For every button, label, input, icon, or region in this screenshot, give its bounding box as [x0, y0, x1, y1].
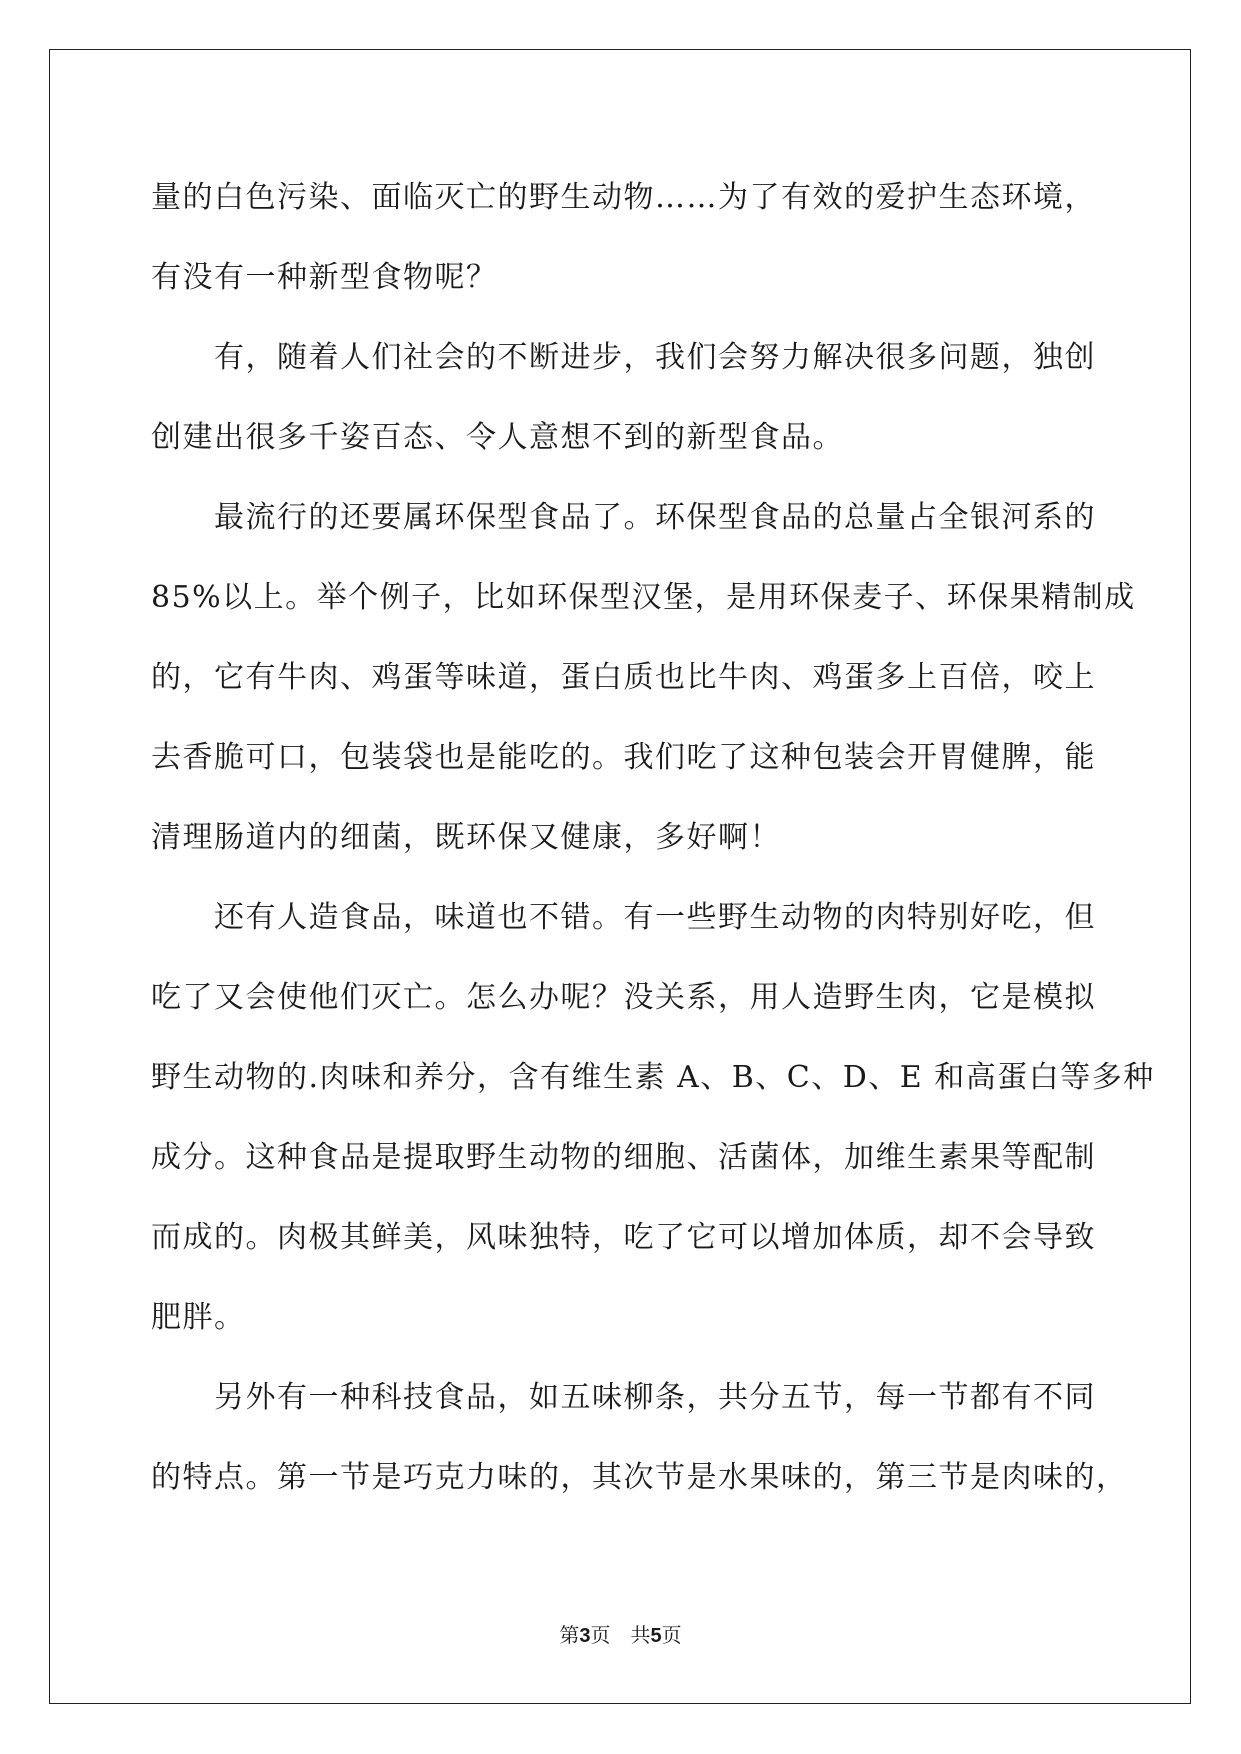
total-prefix: 共	[630, 1623, 651, 1647]
text-line: 的特点。第一节是巧克力味的，其次节是水果味的，第三节是肉味的，	[151, 1460, 1128, 1495]
text-line: 创建出很多千姿百态、令人意想不到的新型食品。	[151, 420, 844, 455]
text-line: 有没有一种新型食物呢？	[151, 260, 498, 295]
document-body	[151, 158, 1155, 1518]
paragraph-first-line: 还有人造食品，味道也不错。有一些野生动物的肉特别好吃，但	[214, 900, 1096, 935]
text-line: 成分。这种食品是提取野生动物的细胞、活菌体，加维生素果等配制	[151, 1140, 1096, 1175]
paragraph-first-line: 另外有一种科技食品，如五味柳条，共分五节，每一节都有不同	[214, 1380, 1096, 1415]
page-suffix: 页	[590, 1623, 611, 1647]
text-line: 去香脆可口，包装袋也是能吃的。我们吃了这种包装会开胃健脾，能	[151, 740, 1096, 775]
page-number	[559, 1623, 610, 1647]
text-line: 量的白色污染、面临灭亡的野生动物……为了有效的爱护生态环境，	[151, 180, 1096, 215]
total-page-number: 5	[650, 1625, 662, 1647]
text-line: 的，它有牛肉、鸡蛋等味道，蛋白质也比牛肉、鸡蛋多上百倍，咬上	[151, 660, 1096, 695]
current-page-number: 3	[579, 1625, 591, 1647]
text-line: 肥胖。	[151, 1300, 246, 1335]
total-suffix: 页	[661, 1623, 682, 1647]
text-line: 85%以上。举个例子，比如环保型汉堡，是用环保麦子、环保果精制成	[151, 580, 1136, 615]
text-line: 清理肠道内的细菌，既环保又健康，多好啊！	[151, 820, 781, 855]
text-line: 野生动物的.肉味和养分，含有维生素 A、B、C、D、E 和高蛋白等多种	[151, 1060, 1155, 1095]
paragraph-first-line: 最流行的还要属环保型食品了。环保型食品的总量占全银河系的	[214, 500, 1096, 535]
page-footer	[0, 1623, 1241, 1648]
paragraph-first-line: 有，随着人们社会的不断进步，我们会努力解决很多问题，独创	[214, 340, 1096, 375]
text-line: 吃了又会使他们灭亡。怎么办呢？没关系，用人造野生肉，它是模拟	[151, 980, 1096, 1015]
page-prefix: 第	[559, 1623, 580, 1647]
page-total	[631, 1623, 682, 1647]
text-line: 而成的。肉极其鲜美，风味独特，吃了它可以增加体质，却不会导致	[151, 1220, 1096, 1255]
